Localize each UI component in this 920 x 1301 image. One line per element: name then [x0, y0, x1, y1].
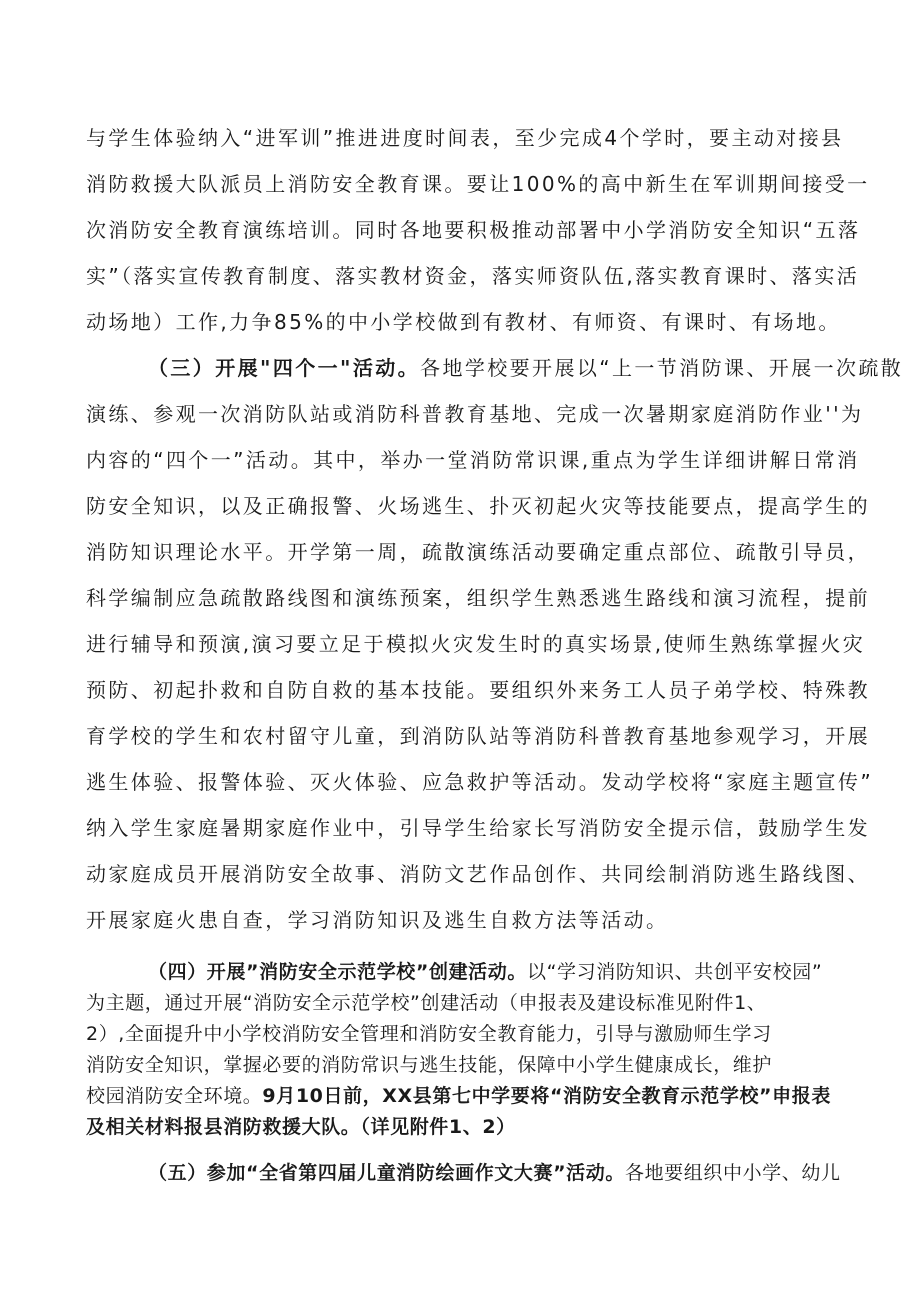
- para2-line-12: 动家庭成员开展消防安全故事、消防文艺作品创作、共同绘制消防逃生路线图、: [86, 862, 870, 886]
- para3-line-1-rest: 以“学习消防知识、共创平安校园”: [526, 961, 823, 983]
- para3-line-5: [86, 1084, 831, 1108]
- para2-line-1-rest: 各地学校要开展以“上一节消防课、开展一次疏散: [420, 356, 904, 380]
- para4-line-1: [148, 1161, 841, 1185]
- para2-line-7: 进行辅导和预演,演习要立足于模拟火灾发生时的真实场景,使师生熟练掌握火灾: [86, 632, 866, 656]
- para3-line-4: 消防安全知识，掌握必要的消防常识与逃生技能，保障中小学生健康成长，维护: [86, 1054, 773, 1076]
- para3-line-5-bold: 9月10日前，XX县第七中学要将“消防安全教育示范学校”申报表: [262, 1085, 831, 1107]
- para1-line-1: 与学生体验纳入“进军训”推进进度时间表，至少完成4个学时，要主动对接县: [86, 126, 844, 150]
- para1-line-3: 次消防安全教育演练培训。同时各地要积极推动部署中小学消防安全知识“五落: [86, 218, 861, 242]
- para3-line-1: [148, 960, 822, 984]
- para3-line-2: 为主题，通过开展“消防安全示范学校”创建活动（申报表及建设标准见附件1、: [86, 992, 767, 1014]
- para1-line-4: 实”（落实宣传教育制度、落实教材资金，落实师资队伍,落实教育课时、落实活: [86, 264, 860, 288]
- para1-line-5: 动场地）工作,力争85%的中小学校做到有教材、有师资、有课时、有场地。: [86, 310, 841, 334]
- para2-line-11: 纳入学生家庭暑期家庭作业中，引导学生给家长写消防安全提示信，鼓励学生发: [86, 816, 870, 840]
- para2-line-13: 开展家庭火患自查，学习消防知识及逃生自救方法等活动。: [86, 908, 669, 932]
- para2-line-2: 演练、参观一次消防队站或消防科普教育基地、完成一次暑期家庭消防作业''为: [86, 402, 864, 426]
- para2-line-5: 消防知识理论水平。开学第一周，疏散演练活动要确定重点部位、疏散引导员，: [86, 540, 870, 564]
- para1-line-2: 消防救援大队派员上消防安全教育课。要让100%的高中新生在军训期间接受一: [86, 172, 870, 196]
- para2-line-8: 预防、初起扑救和自防自救的基本技能。要组织外来务工人员子弟学校、特殊教: [86, 678, 870, 702]
- para4-line-1-rest: 各地要组织中小学、幼儿: [624, 1162, 841, 1184]
- para2-line-10: 逃生体验、报警体验、灭火体验、应急救护等活动。发动学校将“家庭主题宣传”: [86, 770, 874, 794]
- para2-line-9: 育学校的学生和农村留守儿童，到消防队站等消防科普教育基地参观学习，开展: [86, 724, 870, 748]
- para2-heading: （三）开展"四个一"活动。: [148, 356, 421, 380]
- para2-line-3: 内容的“四个一”活动。其中，举办一堂消防常识课,重点为学生详细讲解日常消: [86, 448, 860, 472]
- para3-line-5-normal: 校园消防安全环境。: [86, 1085, 263, 1107]
- para3-heading: （四）开展”消防安全示范学校”创建活动。: [148, 961, 527, 983]
- para2-line-6: 科学编制应急疏散路线图和演练预案，组织学生熟悉逃生路线和演习流程，提前: [86, 586, 870, 610]
- para2-line-1: [148, 356, 903, 380]
- para3-line-6: 及相关材料报县消防救援大队。（详见附件1、2）: [86, 1116, 516, 1138]
- para3-line-3: 2）,全面提升中小学校消防安全管理和消防安全教育能力，引导与激励师生学习: [86, 1023, 772, 1045]
- para4-heading: （五）参加“全省第四届儿童消防绘画作文大赛”活动。: [148, 1162, 625, 1184]
- para2-line-4: 防安全知识，以及正确报警、火场逃生、扑灭初起火灾等技能要点，提高学生的: [86, 494, 870, 518]
